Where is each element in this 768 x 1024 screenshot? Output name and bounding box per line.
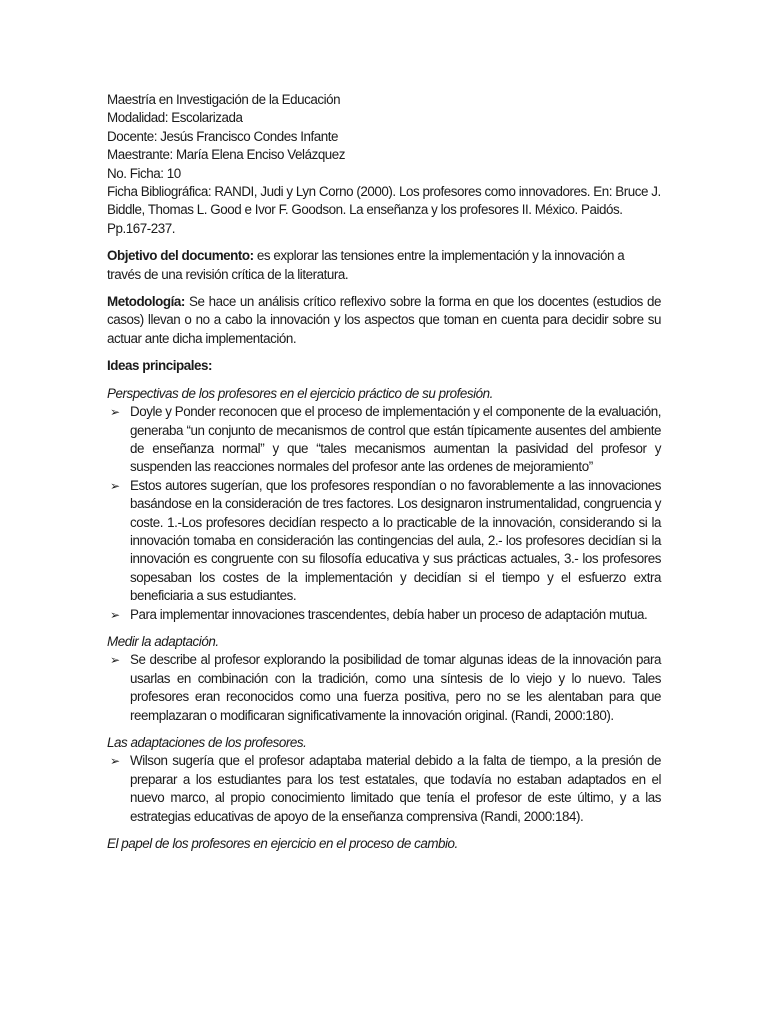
teacher-line: Docente: Jesús Francisco Condes Infante [107,128,339,144]
arrow-bullet-icon: ➢ [110,607,120,622]
methodology-text: Se hace un análisis crítico reflexivo sobre la forma en que los docentes (estudios de casos) llevan o no a cabo la innovación y los aspectos que toman en cuenta para decidir sobre su actuar ante dicha implementación. [107,294,661,346]
student-line: Maestrante: María Elena Enciso Velázquez [107,147,346,163]
main-ideas-heading: Ideas principales: [107,358,213,374]
section-title-change-process: El papel de los profesores en ejercicio en el proceso de cambio. [107,836,458,852]
perspectives-bullet-list [107,403,661,624]
modality-line: Modalidad: Escolarizada [107,110,243,126]
list-item: ➢ Para implementar innovaciones trascendentes, debía haber un proceso de adaptación mutua. [107,606,661,624]
document-body [107,91,661,853]
arrow-bullet-icon: ➢ [110,653,120,668]
arrow-bullet-icon: ➢ [110,754,120,769]
document-header [107,91,661,238]
teacher-adaptations-bullet-list [107,752,661,826]
program-line: Maestría en Investigación de la Educación [107,92,341,107]
arrow-bullet-icon: ➢ [110,478,120,493]
arrow-bullet-icon: ➢ [110,405,120,420]
section-title-adaptation: Medir la adaptación. [107,633,219,649]
list-item: ➢ Doyle y Ponder reconocen que el proceso de implementación y el componente de la evaluación, generaba “un conjunto de mecanismos de control que están típicamente ausentes del ambiente de enseñanza normal” y que “tales mecanismos aumentan la pasividad del profesor y suspenden las reacciones normales del profesor ante las ordenes de mejoramiento” [110,404,661,475]
list-item: ➢ Se describe al profesor explorando la posibilidad de tomar algunas ideas de la innovación para usarlas en combinación con la tradición, como una síntesis de lo viejo y lo nuevo. Tales profesores eran reconocidos como una fuerza positiva, pero no se les alentaban para que reemplazaran o modificaran significativamente la innovación original. (Randi, 2000:180). [110,652,661,723]
objective-label: Objetivo del documento: [107,248,254,264]
list-item: ➢ Wilson sugería que el profesor adaptaba material debido a la falta de tiempo, a la presión de preparar a los estudiantes para los test estatales, que todavía no estaban adaptados en el nuevo marco, al propio conocimiento limitado que tenía el profesor de este último, y a las estrategias educativas de apoyo de la enseñanza comprensiva (Randi, 2000:184). [110,753,661,824]
list-item: ➢ Estos autores sugerían, que los profesores respondían o no favorablemente a las innovaciones basándose en la consideración de tres factores. Los designaron instrumentalidad, congruencia y coste. 1.-Los profesores decidían respecto a lo practicable de la innovación, considerando si la innovación tomaba en consideración las contingencias del aula, 2.- los profesores decidían si la innovación es congruente con su filosofía educativa y sus prácticas actuales, 3.- los profesores sopesaban los costes de la implementación y decidían si el tiempo y el esfuerzo extra beneficiaria a sus estudiantes. [110,477,661,604]
section-title-perspectives: Perspectivas de los profesores en el ejercicio práctico de su profesión. [107,385,493,401]
card-number-line: No. Ficha: 10 [107,165,181,181]
objective-text: es explorar las tensiones entre la implementación y la innovación a través de una revisión crítica de la literatura. [107,248,625,282]
objective-paragraph [107,247,661,284]
methodology-label: Metodología: [107,294,185,310]
methodology-paragraph [107,293,661,348]
adaptation-bullet-list [107,651,661,725]
bibliographic-card: Ficha Bibliográfica: RANDI, Judi y Lyn Corno (2000). Los profesores como innovadores. En: Bruce J. Biddle, Thomas L. Good e Ivor F. Goodson. La enseñanza y los profesores II. México. Paidós. Pp.167-237. [107,184,661,236]
section-title-teacher-adaptations: Las adaptaciones de los profesores. [107,735,307,750]
